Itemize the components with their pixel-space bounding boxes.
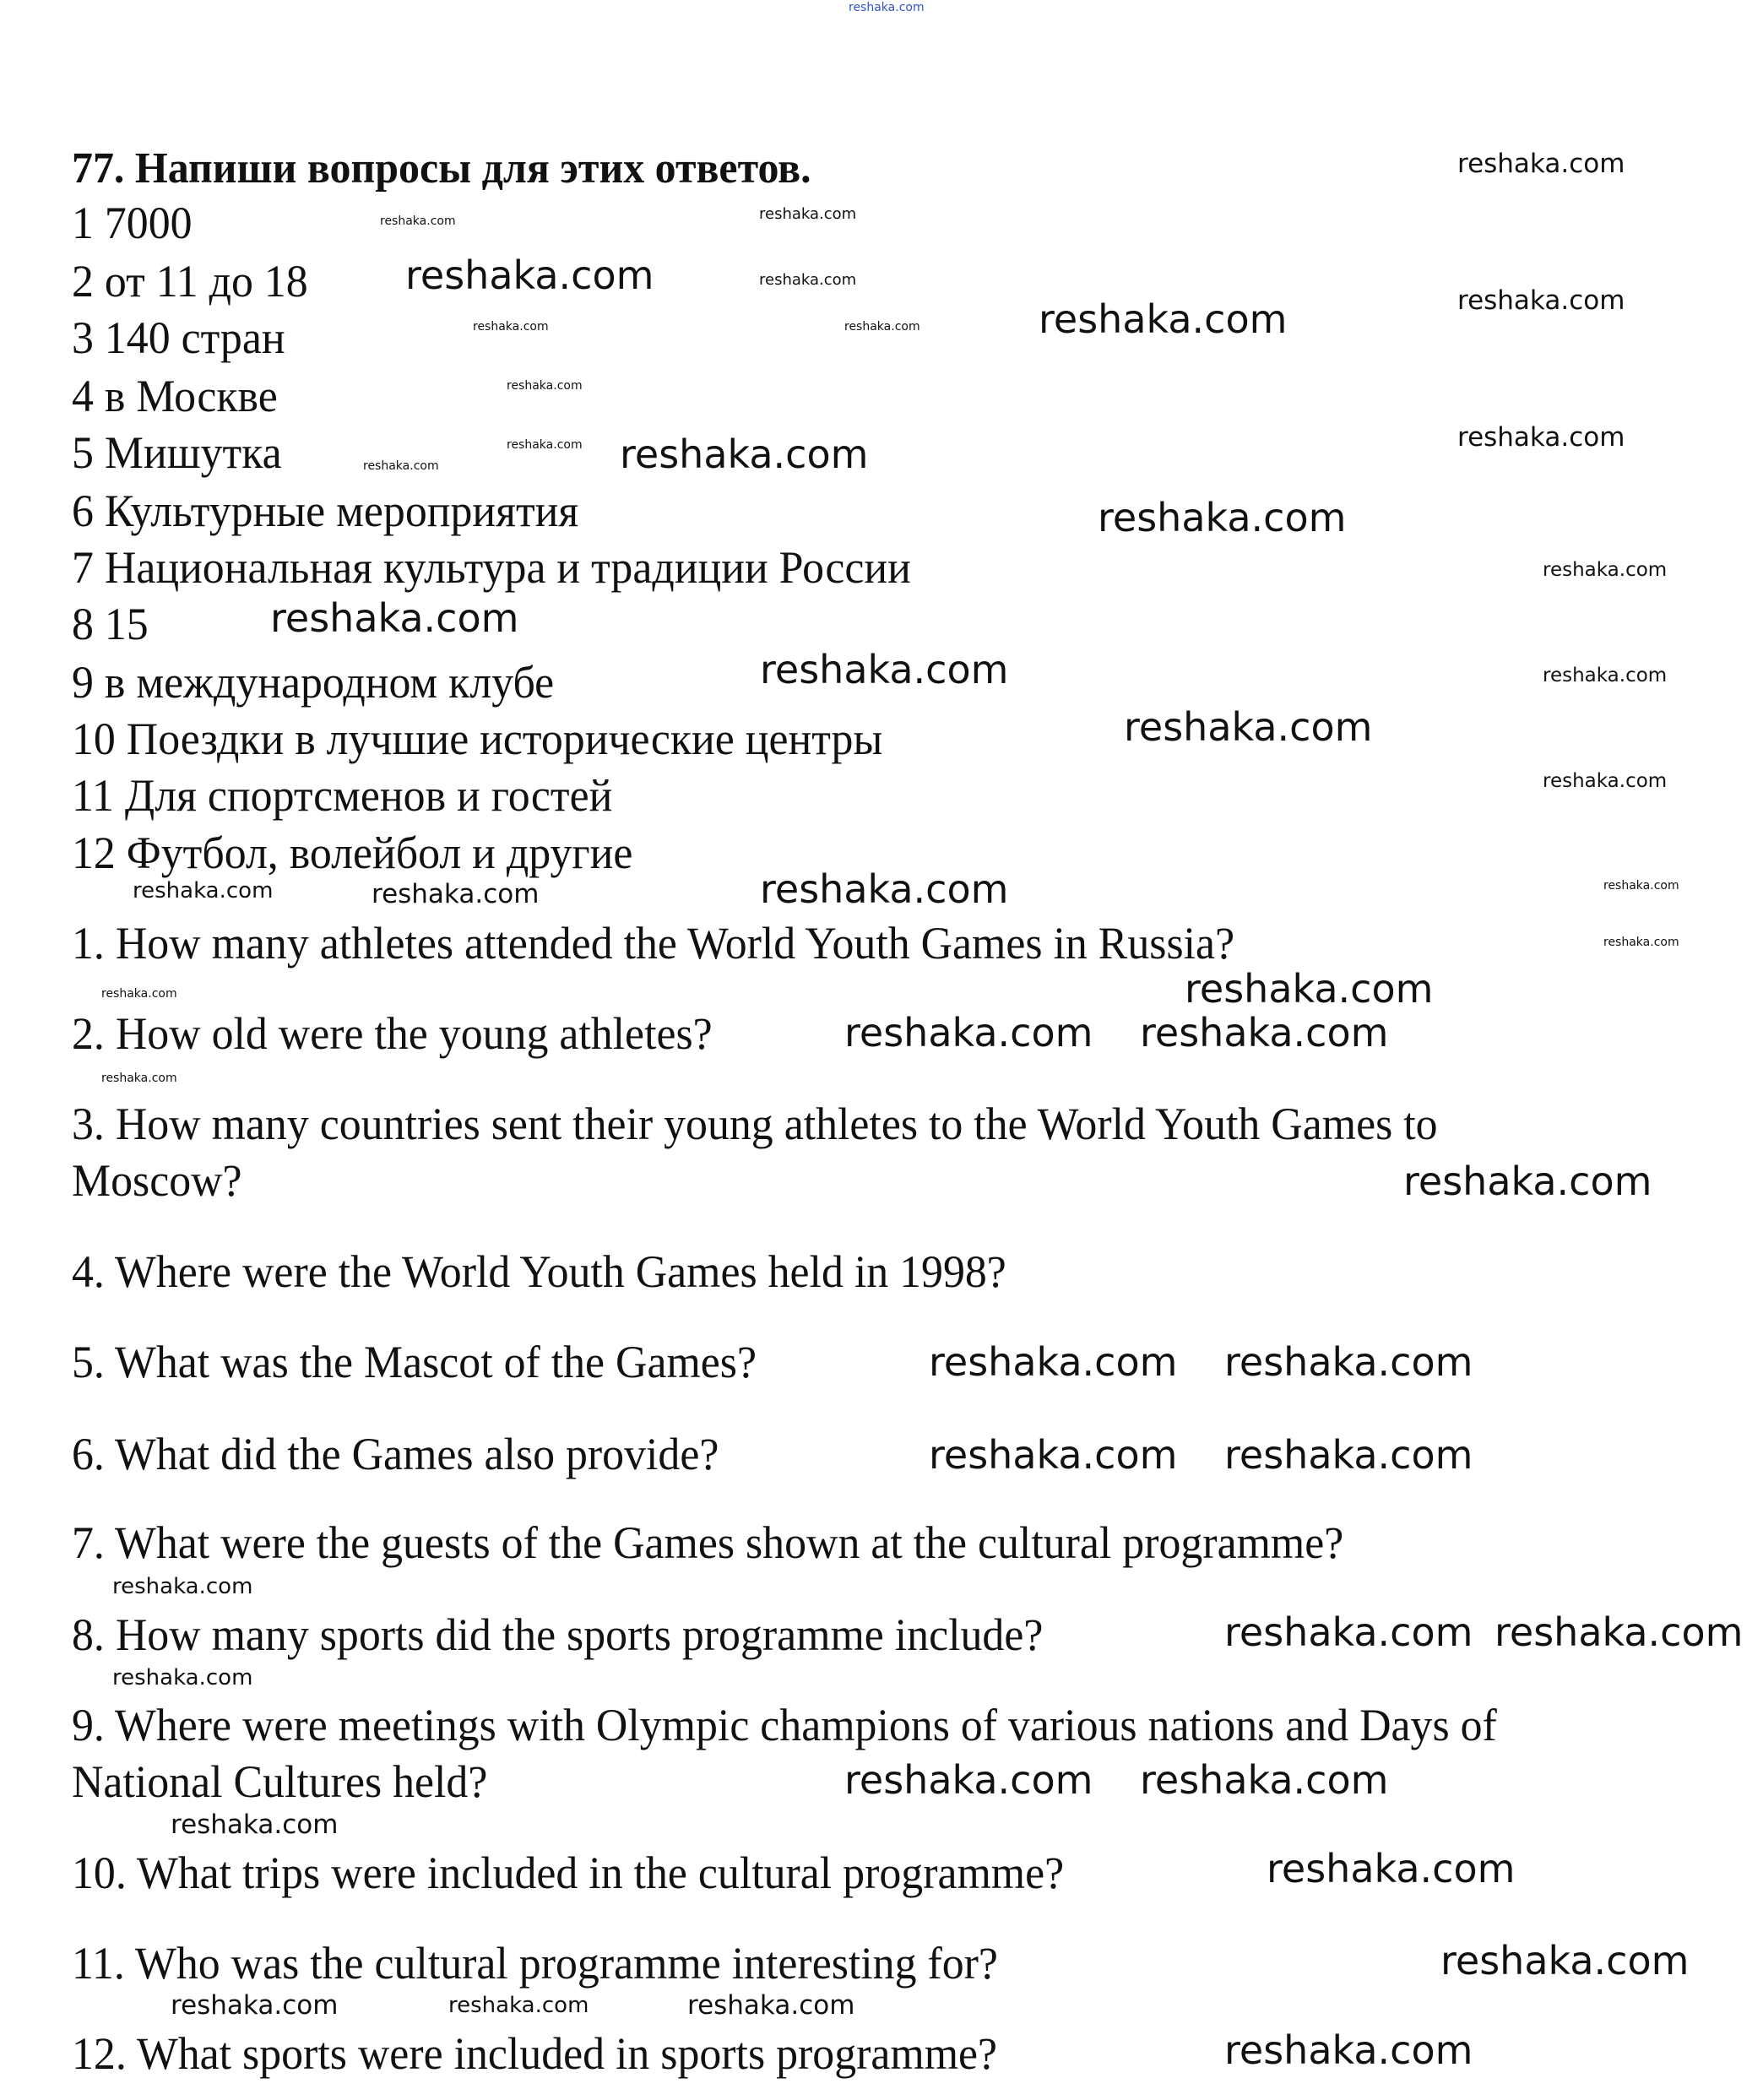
- question-line: 9. Where were meetings with Olympic champions of various nations and Days of: [72, 1700, 1497, 1750]
- watermark: reshaka.com: [171, 1990, 339, 2021]
- watermark: reshaka.com: [620, 431, 869, 477]
- watermark: reshaka.com: [507, 438, 583, 452]
- answer-line: 4 в Москве: [72, 371, 278, 421]
- watermark: reshaka.com: [1543, 770, 1668, 792]
- watermark: reshaka.com: [473, 320, 549, 334]
- question-line: 4. Where were the World Youth Games held in 1998?: [72, 1246, 1006, 1297]
- watermark: reshaka.com: [844, 320, 920, 334]
- question-line: Moscow?: [72, 1155, 242, 1206]
- watermark: reshaka.com: [1543, 559, 1668, 581]
- watermark: reshaka.com: [1224, 1339, 1473, 1385]
- watermark: reshaka.com: [760, 866, 1009, 912]
- watermark: reshaka.com: [1140, 1757, 1389, 1803]
- watermark: reshaka.com: [1494, 1609, 1744, 1655]
- watermark: reshaka.com: [380, 214, 456, 228]
- watermark: reshaka.com: [270, 595, 519, 641]
- watermark: reshaka.com: [101, 1072, 177, 1085]
- watermark: reshaka.com: [687, 1990, 855, 2021]
- watermark: reshaka.com: [112, 1574, 253, 1599]
- watermark: reshaka.com: [1603, 879, 1679, 893]
- answer-line: 9 в международном клубе: [72, 657, 555, 708]
- watermark: reshaka.com: [759, 271, 857, 289]
- question-line: 8. How many sports did the sports programme include?: [72, 1609, 1044, 1660]
- answer-line: 12 Футбол, волейбол и другие: [72, 828, 633, 878]
- question-line: 7. What were the guests of the Games shown at the cultural programme?: [72, 1517, 1344, 1568]
- watermark: reshaka.com: [1224, 2027, 1473, 2073]
- watermark: reshaka.com: [1098, 495, 1347, 540]
- answer-line: 6 Культурные мероприятия: [72, 486, 579, 536]
- watermark: reshaka.com: [1267, 1846, 1516, 1891]
- watermark: reshaka.com: [844, 1010, 1093, 1055]
- question-line: 11. Who was the cultural programme interesting for?: [72, 1938, 998, 1989]
- question-line: 3. How many countries sent their young athletes to the World Youth Games to: [72, 1099, 1438, 1149]
- watermark: reshaka.com: [372, 879, 540, 909]
- question-line: 6. What did the Games also provide?: [72, 1429, 719, 1479]
- watermark: reshaka.com: [363, 459, 439, 473]
- watermark: reshaka.com: [929, 1339, 1178, 1385]
- question-line: 1. How many athletes attended the World Youth Games in Russia?: [72, 918, 1235, 969]
- watermark: reshaka.com: [1457, 149, 1625, 179]
- answer-line: 3 140 стран: [72, 312, 285, 363]
- watermark: reshaka.com: [171, 1810, 339, 1840]
- watermark: reshaka.com: [1185, 966, 1434, 1012]
- answer-line: 7 Национальная культура и традиции России: [72, 542, 911, 593]
- watermark: reshaka.com: [1039, 296, 1288, 342]
- watermark: reshaka.com: [1543, 665, 1668, 686]
- watermark: reshaka.com: [844, 1757, 1093, 1803]
- question-line: 10. What trips were included in the cultural programme?: [72, 1848, 1065, 1898]
- watermark: reshaka.com: [759, 205, 857, 223]
- watermark: reshaka.com: [1140, 1010, 1389, 1055]
- watermark: reshaka.com: [1224, 1609, 1473, 1655]
- question-line: National Cultures held?: [72, 1756, 488, 1807]
- watermark: reshaka.com: [1457, 422, 1625, 453]
- watermark: reshaka.com: [507, 379, 583, 393]
- watermark: reshaka.com: [1124, 704, 1373, 750]
- watermark: reshaka.com: [1603, 936, 1679, 949]
- watermark: reshaka.com: [112, 1665, 253, 1690]
- watermark: reshaka.com: [405, 252, 654, 298]
- watermark: reshaka.com: [1440, 1938, 1690, 1983]
- answer-line: 1 7000: [72, 198, 193, 248]
- watermark: reshaka.com: [1224, 1432, 1473, 1478]
- watermark: reshaka.com: [849, 1, 925, 14]
- answer-line: 10 Поездки в лучшие исторические центры: [72, 714, 883, 764]
- question-line: 2. How old were the young athletes?: [72, 1008, 713, 1059]
- watermark: reshaka.com: [101, 987, 177, 1001]
- question-line: 12. What sports were included in sports programme?: [72, 2028, 998, 2079]
- answer-line: 2 от 11 до 18: [72, 256, 308, 307]
- watermark: reshaka.com: [133, 878, 274, 903]
- answer-line: 8 15: [72, 599, 149, 649]
- watermark: reshaka.com: [929, 1432, 1178, 1478]
- page-title: 77. Напиши вопросы для этих ответов.: [72, 144, 811, 193]
- question-line: 5. What was the Mascot of the Games?: [72, 1337, 757, 1387]
- watermark: reshaka.com: [1457, 285, 1625, 316]
- watermark: reshaka.com: [760, 647, 1009, 692]
- watermark: reshaka.com: [448, 1993, 589, 2018]
- watermark: reshaka.com: [1403, 1159, 1652, 1204]
- answer-line: 11 Для спортсменов и гостей: [72, 770, 613, 821]
- answer-line: 5 Мишутка: [72, 427, 282, 478]
